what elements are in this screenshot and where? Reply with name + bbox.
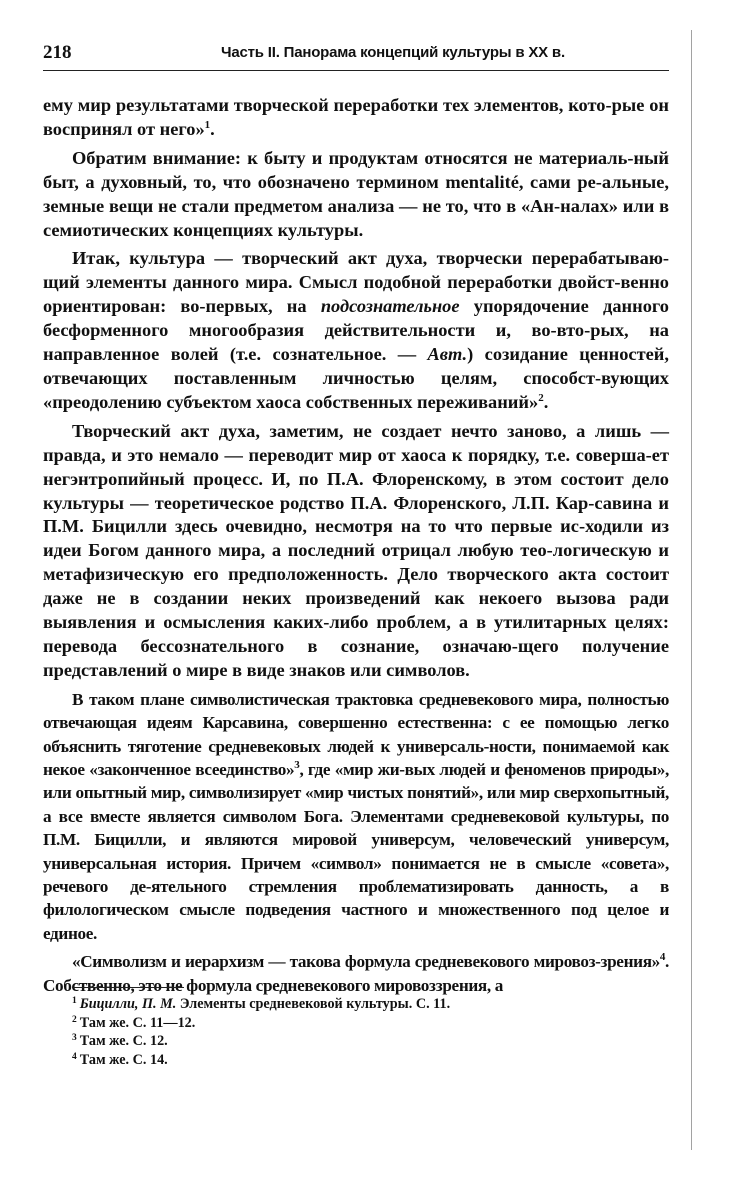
paragraph-2 [43,147,669,243]
paragraph-3-text-a: Итак, культура — творческий акт духа, творчески перерабатываю-щий элементы данного мира. Смысл подобной переработки двойст-венно ориентирован: во-первых, на [43,248,669,317]
footnote-separator [72,987,184,988]
footnote-1 [72,995,652,1014]
paragraph-4 [43,420,669,683]
footnote-2 [72,1014,652,1033]
paragraph-3-italic-a: подсознательное [320,296,460,317]
page-header [43,42,667,68]
paragraph-3: Итак, культура — творческий акт духа, творчески перерабатываю-щий элементы данного мира. Смысл подобной переработки двойст-венно ориентирован: во-первых, на подсознательное упорядочение данного бесформенного многообразия действительности и, во-вто-рых, на направленное волей (т.е. сознательное. — Авт.) созидание ценностей, отвечающих поставленным личностью целям, способст-вующих «преодолению субъектом хаоса собственных переживаний»$^2$. [43,248,669,412]
paragraph-6-text-b: . Собственно, это не формула средневекового мировоззрения, а [43,952,669,995]
footnote-text: Там же. С. 11—12. [79,1014,196,1031]
footnote-text: Элементы средневековой культуры. С. 11. [179,996,451,1012]
page-number: 218 [43,42,72,63]
paragraph-5-text-b: , где «мир жи-вых людей и феноменов природы», или опытный мир, символизирует «мир чистых понятий», или мир сверхопытный, а все вместе является символом Бога. Элементами средневековой культуры, по П.М. Бицилли, и являются мировой универсум, человеческий универсум, универсальная история. Причем «символ» понимается не в смысле «совета», речевого де-ятельного стремления проблематизировать данность, а в филологическом смысле подведения частного и множественного под целое и единое. [43,759,669,943]
paragraph-1: ему мир результатами творческой переработки тех элементов, кото-рые он воспринял от него»$^1$. [43,95,669,139]
footnote-number: 2 [72,1014,77,1025]
footnote-text: Там же. С. 12. [79,1033,168,1050]
paragraph-3-text-b: упорядочение данного бесформенного многообразия действительности и, во-вто-рых, на направленное волей (т.е. сознательное. — [43,296,669,365]
paragraph-3-italic-b: Авт. [427,344,468,365]
page-edge-line [691,30,692,1150]
paragraph-5-text-a: В таком плане символистическая трактовка средневекового мира, полностью отвечающая идеям Карсавина, совершенно естественна: с ее помощью легко объяснить тяготение средневековых людей к универсаль-ности, понимаемой как некое «законченное всеединство» [43,689,669,779]
footnote-number: 3 [72,1033,77,1044]
paragraph-4-text: Творческий акт духа, заметим, не создает нечто заново, а лишь — правда, и это немало — переводит мир от хаоса к порядку, т.е. соверша-ет негэнтропийный процесс. И, по П.А. Флоренскому, в этом состоит дело культуры — теоретическое родство П.А. Флоренского, Л.П. Кар-савина и П.М. Бицилли здесь очевидно, несмотря на то что первые ис-ходили из идеи Богом данного мира, а последний отрицал любую тео-логическую и метафизическую его предположенность. Дело творческого акта состоит даже не в создании неких произведений как некоего вызова ради выявления и осмысления каких-либо проблем, а в утилитарных целях: перевода бессознательного в сознание, означаю-щего получение представлений о мире в виде знаков или символов. [43,420,669,680]
paragraph-1-text: ему мир результатами творческой переработки тех элементов, кото-рые он воспринял от него» [43,95,669,139]
footnote-ref-2[interactable]: 2 [538,391,544,404]
footnote-3 [72,1032,652,1051]
footnote-text: Там же. С. 14. [79,1051,168,1068]
paragraph-3-text-c: ) созидание ценностей, отвечающих поставленным личностью целям, способст-вующих «преодолению субъектом хаоса собственных переживаний» [43,344,669,412]
footnote-ref-3[interactable]: 3 [294,758,300,771]
header-rule [43,70,669,71]
footnote-number: 4 [72,1051,77,1062]
paragraph-5 [43,688,669,945]
paragraph-2-text: Обратим внимание: к быту и продуктам относятся не материаль-ный быт, а духовный, то, что обозначено термином mentalité, сами ре-альные, земные вещи не стали предметом анализа — не то, что в «Ан-налах» или в семиотических концепциях культуры. [43,147,669,240]
footnote-number: 1 [72,996,77,1006]
footnote-ref-1[interactable]: 1 [204,118,211,131]
footnotes [72,995,652,1069]
footnote-4 [72,1051,652,1070]
paragraph-6 [43,950,669,997]
running-title: Часть II. Панорама концепций культуры в XX в. [221,44,565,61]
paragraph-6-text-a: «Символизм и иерархизм — такова формула средневекового мировоз-зрения» [72,952,660,972]
body-text [43,94,669,1002]
footnote-ref-4[interactable]: 4 [659,951,666,964]
footnote-author: Бицилли, П. М. [79,996,177,1012]
